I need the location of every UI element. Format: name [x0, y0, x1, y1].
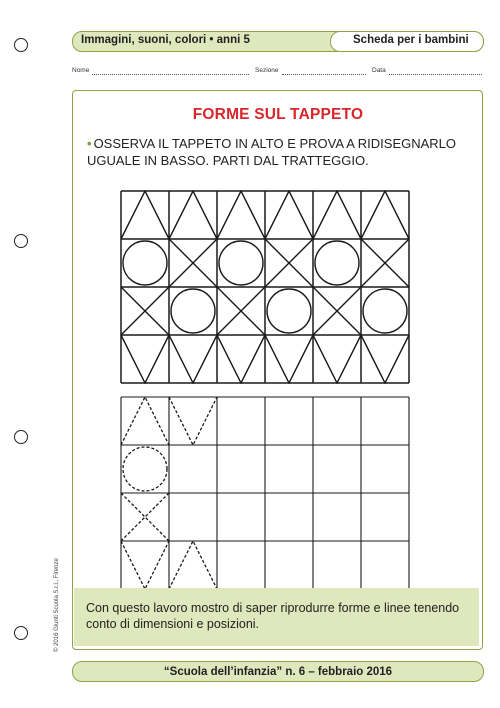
header-subject: Immagini, suoni, colori • anni 5	[81, 34, 250, 46]
inverted-triangle-shape	[217, 335, 265, 383]
evaluation-note	[74, 588, 479, 646]
section-line[interactable]	[282, 74, 366, 75]
model-carpet-grid	[120, 190, 410, 384]
circle-shape	[315, 241, 359, 285]
section-label: Sezione	[255, 67, 279, 74]
triangle-shape	[121, 397, 169, 445]
circle-shape	[219, 241, 263, 285]
student-fields	[72, 67, 482, 79]
circle-shape	[123, 241, 167, 285]
instruction-text	[87, 135, 477, 169]
magazine-issue: “Scuola dell’infanzia” n. 6 – febbraio 2016	[163, 666, 393, 678]
inverted-triangle-shape	[121, 335, 169, 383]
inverted-triangle-shape	[121, 541, 169, 589]
triangle-shape	[169, 191, 217, 239]
binder-hole-top	[14, 38, 28, 52]
inverted-triangle-shape	[361, 335, 409, 383]
name-label: Nome	[72, 67, 90, 74]
circle-shape	[171, 289, 215, 333]
header-tag-label: Scheda per i bambini	[353, 34, 469, 46]
triangle-shape	[361, 191, 409, 239]
drawing-carpet-grid[interactable]	[120, 396, 410, 590]
triangle-shape	[169, 541, 217, 589]
inverted-triangle-shape	[169, 335, 217, 383]
binder-hole-bottom	[14, 626, 28, 640]
circle-shape	[267, 289, 311, 333]
inverted-triangle-shape	[265, 335, 313, 383]
circle-shape	[123, 447, 167, 491]
instruction-label: OSSERVA IL TAPPETO IN ALTO E PROVA A RIDISEGNARLO UGUALE IN BASSO. PARTI DAL TRATTEGGIO.	[87, 136, 457, 168]
triangle-shape	[217, 191, 265, 239]
date-label: Data	[372, 67, 386, 74]
circle-shape	[363, 289, 407, 333]
triangle-shape	[313, 191, 361, 239]
triangle-shape	[265, 191, 313, 239]
binder-hole-lower	[14, 430, 28, 444]
header-bar	[72, 31, 484, 52]
binder-hole-upper	[14, 234, 28, 248]
inverted-triangle-shape	[169, 397, 217, 445]
footer-bar	[72, 661, 484, 682]
header-tag	[330, 31, 484, 52]
inverted-triangle-shape	[313, 335, 361, 383]
triangle-shape	[121, 191, 169, 239]
evaluation-note-text: Con questo lavoro mostro di saper riprodurre forme e linee tenendo conto di dimensioni e posizioni.	[86, 601, 460, 631]
date-line[interactable]	[389, 74, 482, 75]
bullet-icon: •	[87, 136, 92, 151]
page-title: FORME SUL TAPPETO	[192, 106, 364, 123]
name-line[interactable]	[92, 74, 249, 75]
copyright-text: © 2016 Giunti Scuola S.r.l., Firenze	[54, 558, 60, 652]
